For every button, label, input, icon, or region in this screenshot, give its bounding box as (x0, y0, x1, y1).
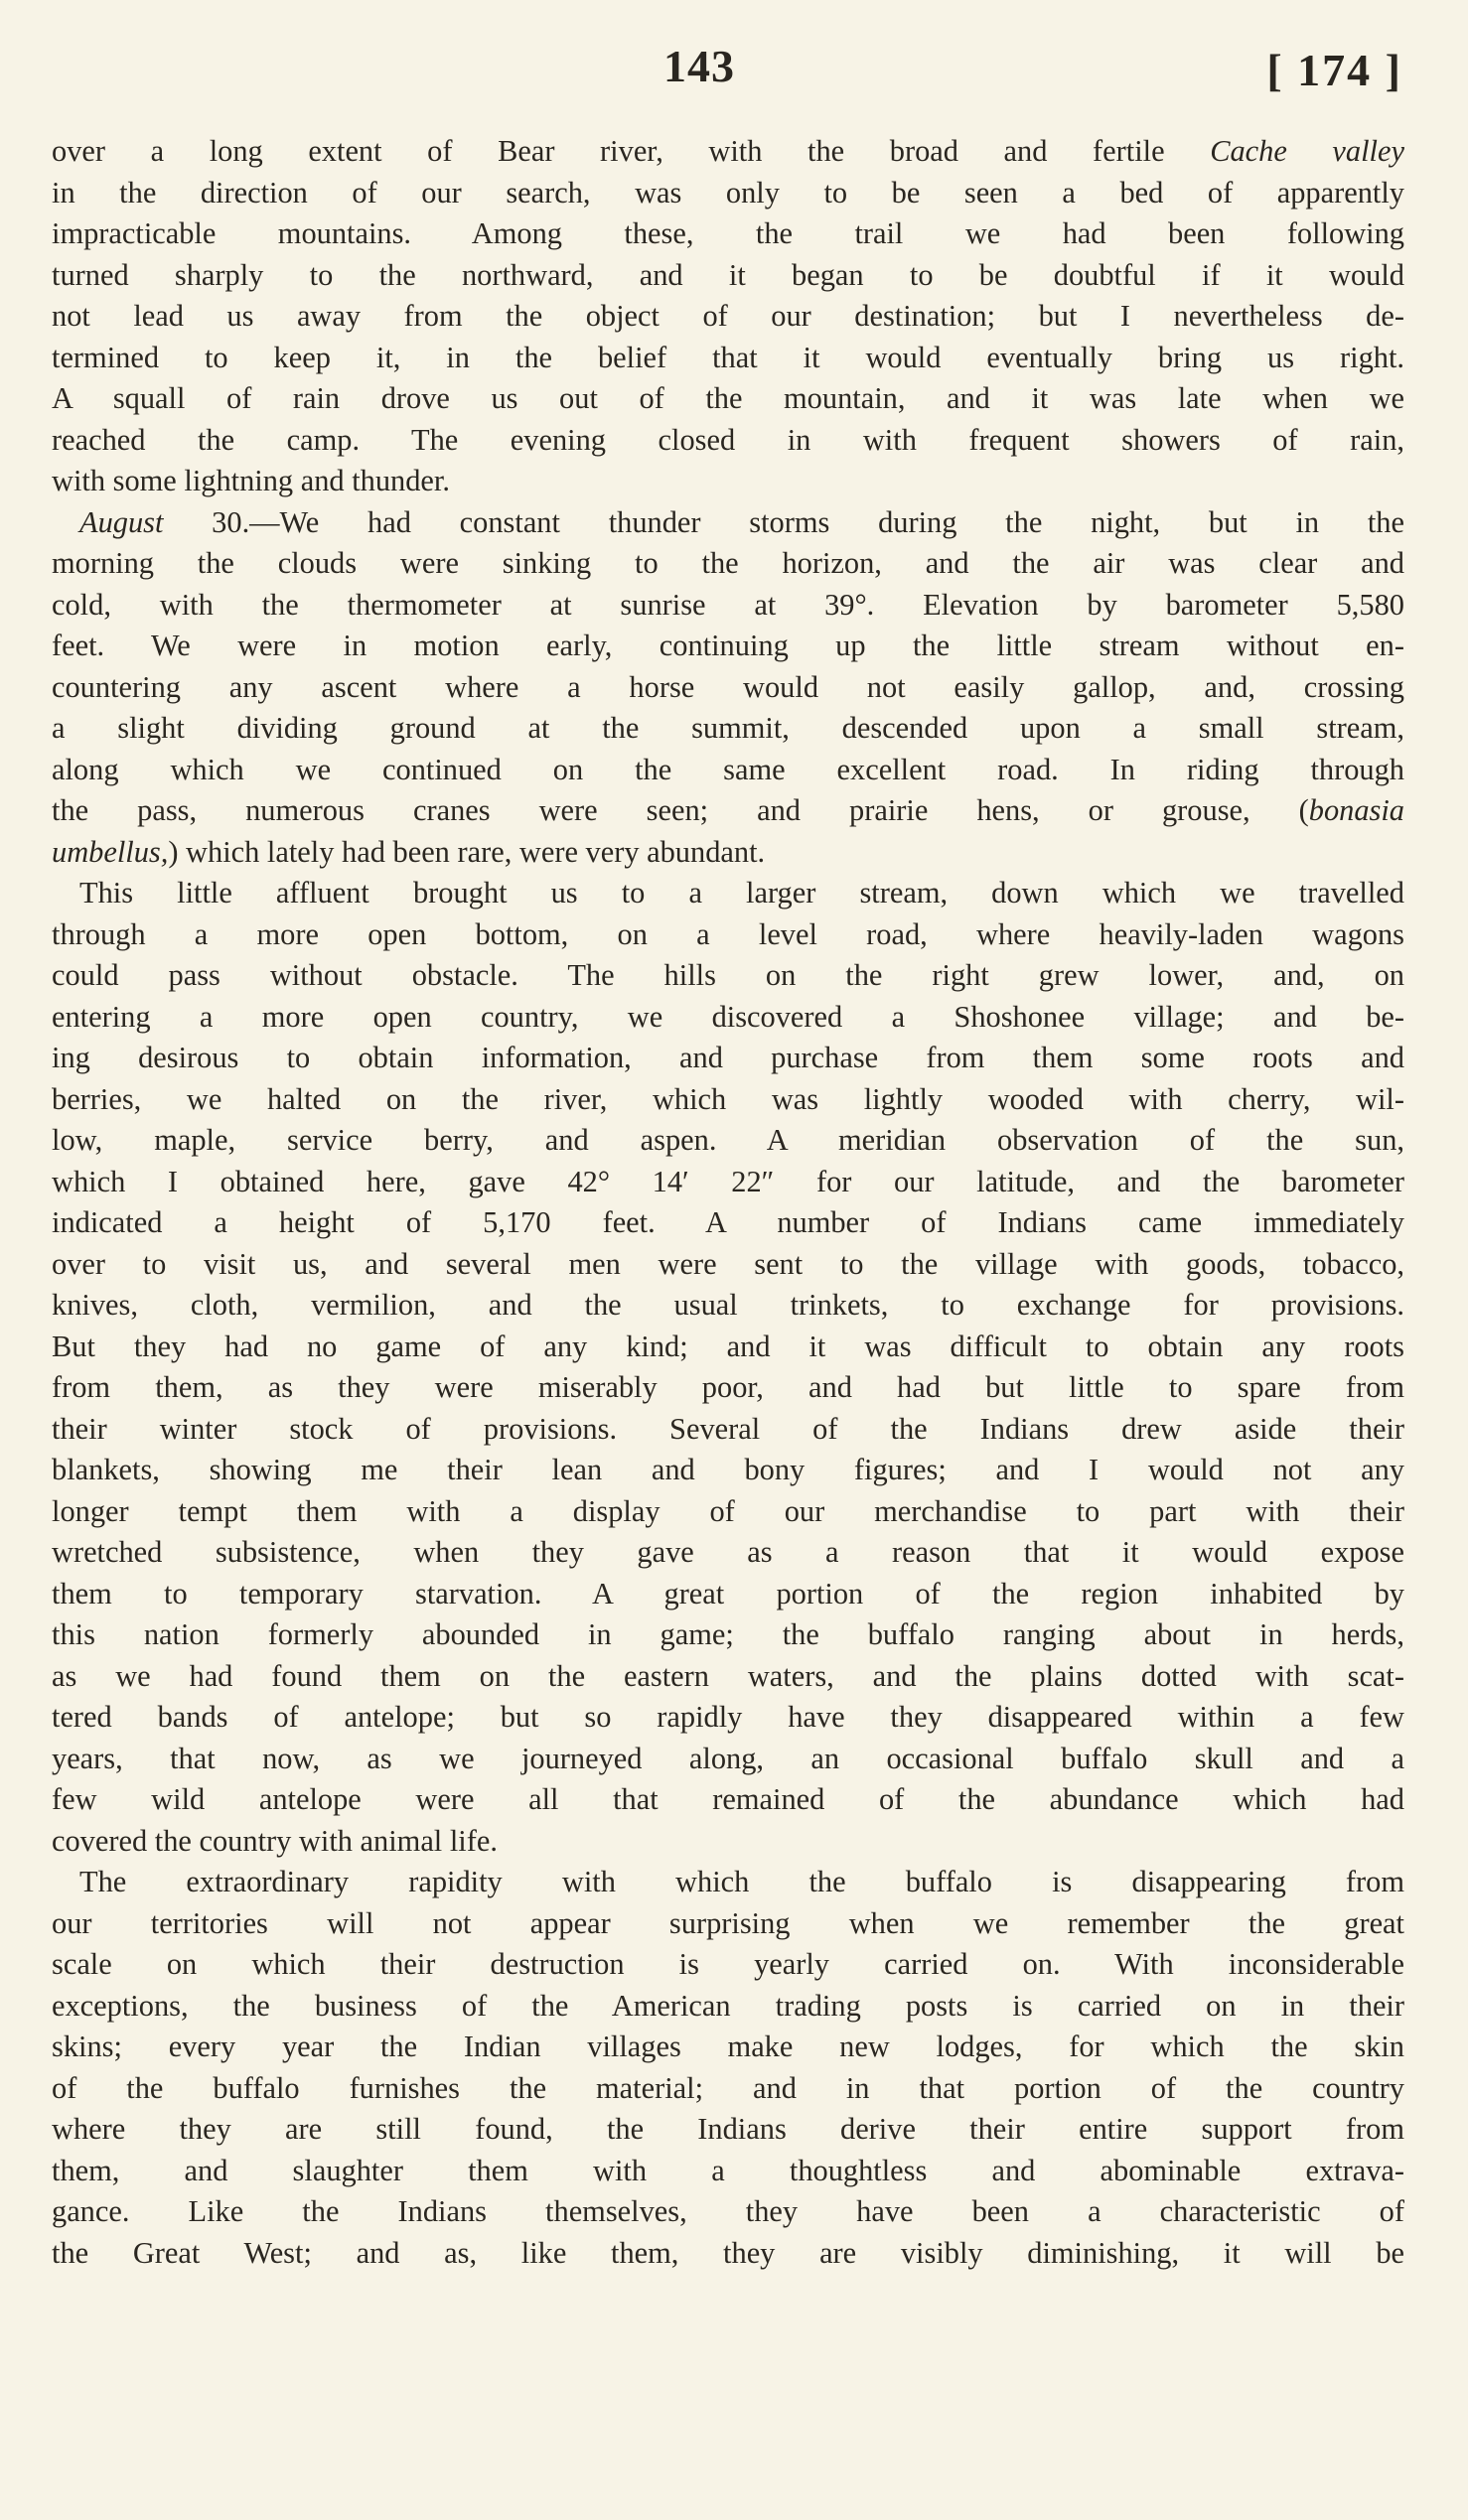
text-segment: indicated a height of 5,170 feet. A number of Indians came immediately (52, 1205, 1404, 1239)
text-line (52, 1079, 1404, 1121)
text-segment: over to visit us, and several men were sent to the village with goods, tobacco, (52, 1246, 1404, 1281)
text-segment: years, that now, as we journeyed along, an occasional buffalo skull and a (52, 1741, 1404, 1775)
text-line (52, 1986, 1404, 2028)
text-line (52, 1532, 1404, 1574)
text-segment: scale on which their destruction is yearly carried on. With inconsiderable (52, 1947, 1404, 1981)
text-line (52, 2233, 1404, 2275)
text-line (52, 1821, 1404, 1863)
text-line (52, 1739, 1404, 1780)
text-line (52, 1120, 1404, 1162)
page-number: 143 (663, 41, 735, 91)
text-segment: along which we continued on the same excellent road. In riding through (52, 752, 1404, 786)
text-segment: turned sharply to the northward, and it began to be doubtful if it would (52, 257, 1404, 292)
text-line (52, 997, 1404, 1039)
text-segment: longer tempt them with a display of our merchandise to part with their (52, 1493, 1404, 1528)
text-line (52, 914, 1404, 956)
text-line (52, 790, 1404, 832)
text-line (52, 131, 1404, 173)
text-line (52, 2068, 1404, 2110)
text-line (52, 1327, 1404, 1368)
text-segment: skins; every year the Indian villages make new lodges, for which the skin (52, 2030, 1404, 2063)
text-segment: But they had no game of any kind; and it was difficult to obtain any roots (52, 1329, 1404, 1363)
text-segment: from them, as they were miserably poor, and had but little to spare from (52, 1370, 1404, 1404)
text-line (52, 1162, 1404, 1203)
text-segment: the Great West; and as, like them, they are visibly diminishing, it will be (52, 2235, 1404, 2270)
text-segment: not lead us away from the object of our destination; but I nevertheless de- (52, 299, 1404, 333)
text-line (52, 378, 1404, 420)
text-segment: This little affluent brought us to a larger stream, down which we travelled (79, 876, 1404, 910)
text-segment: a slight dividing ground at the summit, descended upon a small stream, (52, 711, 1404, 745)
text-segment: covered the country with animal life. (52, 1823, 498, 1858)
text-line (52, 2109, 1404, 2151)
text-line (52, 296, 1404, 338)
text-line (52, 1367, 1404, 1409)
text-line (52, 1285, 1404, 1327)
text-segment: morning the clouds were sinking to the horizon, and the air was clear and (52, 546, 1404, 580)
text-line (52, 1450, 1404, 1491)
text-segment: through a more open bottom, on a level road, where heavily-laden wagons (52, 916, 1404, 951)
text-line (52, 2191, 1404, 2233)
italic-text: Cache valley (1210, 134, 1404, 168)
text-segment: berries, we halted on the river, which was lightly wooded with cherry, wil- (52, 1081, 1404, 1116)
text-segment: cold, with the thermometer at sunrise at 39°. Elevation by barometer 5,580 (52, 587, 1404, 622)
text-line (52, 1697, 1404, 1739)
text-segment: termined to keep it, in the belief that it would eventually bring us right. (52, 340, 1404, 374)
text-line (52, 1779, 1404, 1821)
text-line (52, 955, 1404, 997)
text-segment: low, maple, service berry, and aspen. A meridian observation of the sun, (52, 1123, 1404, 1157)
text-line (52, 173, 1404, 214)
text-line (52, 1409, 1404, 1451)
text-segment: A squall of rain drove us out of the mountain, and it was late when we (52, 381, 1404, 415)
text-line (52, 1574, 1404, 1615)
text-line (52, 1862, 1404, 1903)
text-segment: them, and slaughter them with a thoughtless and abominable extrava- (52, 2153, 1404, 2187)
text-line (52, 1491, 1404, 1533)
text-segment: few wild antelope were all that remained of the abundance which had (52, 1782, 1404, 1816)
text-segment: in the direction of our search, was only to be seen a bed of apparently (52, 175, 1404, 210)
text-line (52, 750, 1404, 791)
text-line (52, 626, 1404, 667)
text-line (52, 2151, 1404, 2192)
body-text (52, 131, 1404, 2494)
text-segment: blankets, showing me their lean and bony figures; and I would not any (52, 1453, 1404, 1486)
text-segment: which I obtained here, gave 42° 14′ 22″ for our latitude, and the barometer (52, 1164, 1404, 1198)
text-line (52, 543, 1404, 585)
text-segment: could pass without obstacle. The hills on the right grew lower, and, on (52, 958, 1404, 992)
text-line (52, 502, 1404, 544)
text-segment: as we had found them on the eastern waters, and the plains dotted with scat- (52, 1658, 1404, 1693)
text-segment: The extraordinary rapidity with which the buffalo is disappearing from (79, 1865, 1404, 1898)
text-line (52, 255, 1404, 297)
text-line (52, 213, 1404, 255)
text-segment: the pass, numerous cranes were seen; and prairie hens, or grouse, ( (52, 793, 1309, 827)
text-line (52, 1038, 1404, 1079)
text-segment: tered bands of antelope; but so rapidly have they disappeared within a few (52, 1700, 1404, 1734)
text-line (52, 2027, 1404, 2068)
text-segment: ) which lately had been rare, were very abundant. (168, 834, 766, 869)
text-line (52, 1656, 1404, 1698)
text-segment: their winter stock of provisions. Several of the Indians drew aside their (52, 1411, 1404, 1446)
text-segment: knives, cloth, vermilion, and the usual trinkets, to exchange for provisions. (52, 1288, 1404, 1322)
text-line (52, 461, 1404, 502)
italic-text: bonasia (1308, 793, 1404, 827)
text-segment: impracticable mountains. Among these, the trail we had been following (52, 216, 1404, 250)
text-line (52, 338, 1404, 379)
text-segment: ing desirous to obtain information, and purchase from them some roots and (52, 1041, 1404, 1074)
text-segment: our territories will not appear surprising when we remember the great (52, 1905, 1404, 1940)
text-line (52, 832, 1404, 874)
text-segment: gance. Like the Indians themselves, they have been a characteristic of (52, 2194, 1404, 2228)
text-segment: wretched subsistence, when they gave as a reason that it would expose (52, 1535, 1404, 1569)
text-line (52, 667, 1404, 709)
text-segment: entering a more open country, we discovered a Shoshonee village; and be- (52, 999, 1404, 1034)
text-line (52, 1614, 1404, 1656)
text-segment: with some lightning and thunder. (52, 464, 450, 497)
document-page-number: [ 174 ] (1266, 45, 1402, 95)
text-segment: feet. We were in motion early, continuing up the little stream without en- (52, 629, 1404, 662)
text-segment: reached the camp. The evening closed in with frequent showers of rain, (52, 422, 1404, 457)
page-header (52, 40, 1402, 119)
text-segment: 30.—We had constant thunder storms during the night, but in the (163, 504, 1404, 539)
text-segment: of the buffalo furnishes the material; and in that portion of the country (52, 2070, 1404, 2105)
text-line (52, 1202, 1404, 1244)
text-line (52, 873, 1404, 914)
italic-text: August (79, 504, 164, 539)
text-segment: exceptions, the business of the American trading posts is carried on in their (52, 1988, 1404, 2023)
text-segment: over a long extent of Bear river, with the broad and fertile (52, 134, 1211, 168)
text-line (52, 1944, 1404, 1986)
text-line (52, 1244, 1404, 1286)
text-line (52, 1903, 1404, 1945)
text-segment: this nation formerly abounded in game; the buffalo ranging about in herds, (52, 1617, 1404, 1651)
text-line (52, 420, 1404, 462)
text-segment: countering any ascent where a horse would not easily gallop, and, crossing (52, 669, 1404, 704)
text-line (52, 708, 1404, 750)
text-segment: them to temporary starvation. A great portion of the region inhabited by (52, 1576, 1404, 1610)
text-line (52, 585, 1404, 627)
italic-text: umbellus, (52, 834, 169, 869)
text-segment: where they are still found, the Indians derive their entire support from (52, 2112, 1404, 2146)
